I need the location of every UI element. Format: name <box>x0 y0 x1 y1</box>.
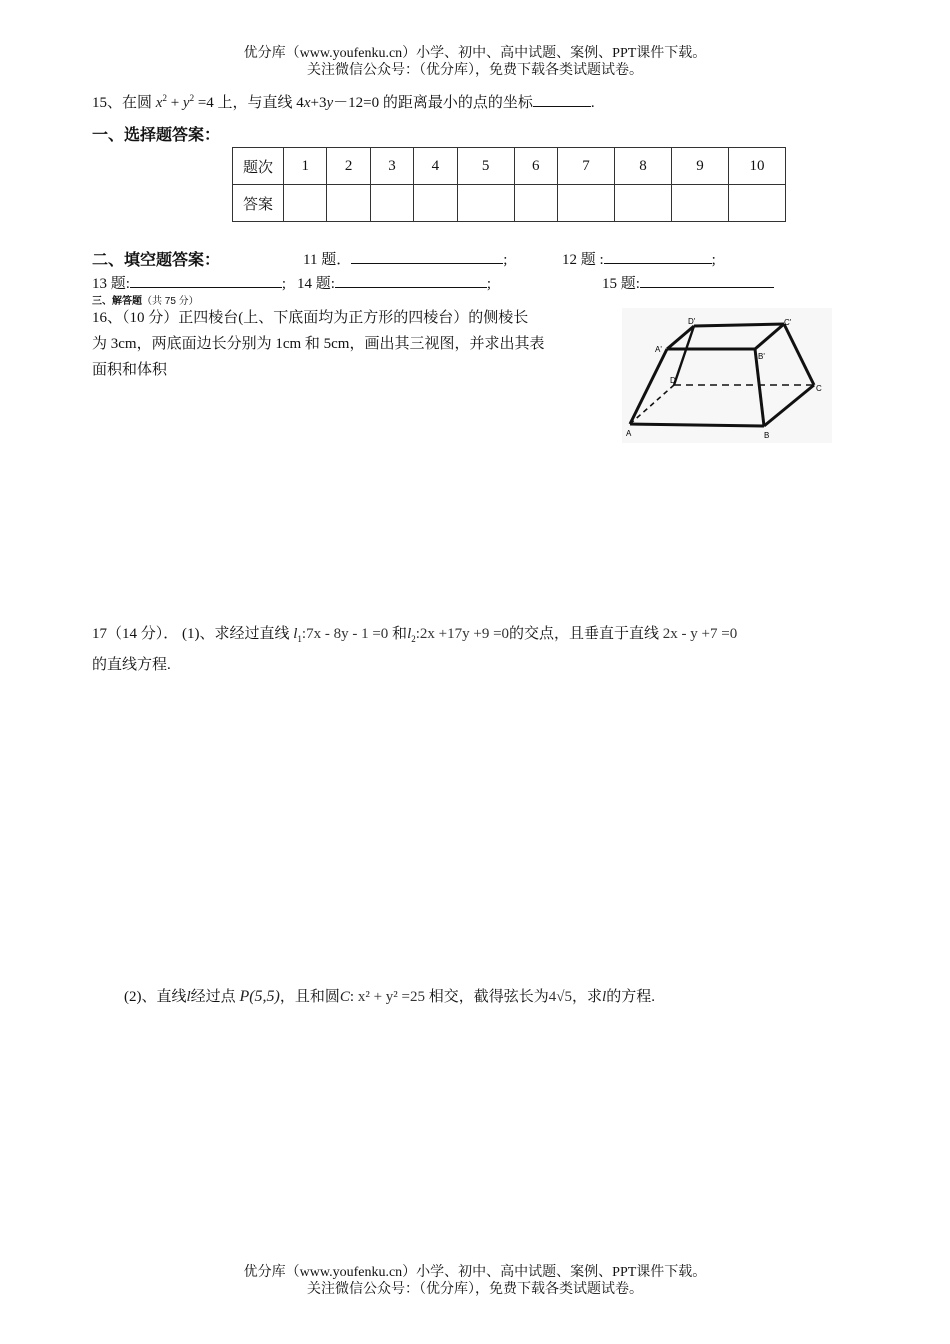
table-cell-number: 10 <box>729 148 786 185</box>
footer-line-2: 关注微信公众号：（优分库），免费下载各类试题试卷。 <box>307 1282 643 1297</box>
table-row-answers <box>233 185 786 222</box>
label-A: A <box>626 429 632 438</box>
fill-13-blank[interactable] <box>130 273 282 288</box>
label-D1: D' <box>688 317 696 326</box>
table-row-numbers <box>233 148 786 185</box>
label-C: C <box>816 384 822 393</box>
question-17-part-2: (2)、直线l经过点 P(5,5)，且和圆C: x² + y² =25 相交，截得弦长为4√5，求l的方程. <box>124 988 655 1005</box>
answer-cell[interactable] <box>558 185 615 222</box>
q15-answer-blank[interactable] <box>533 92 591 107</box>
table-cell-number: 2 <box>327 148 370 185</box>
fill-12: 12 题 : ; <box>562 248 716 269</box>
answer-cell[interactable] <box>672 185 729 222</box>
table-cell-number: 5 <box>457 148 514 185</box>
fill-11: 11 题． ; <box>303 248 507 269</box>
answer-cell[interactable] <box>457 185 514 222</box>
fill-14: 14 题: ; <box>297 272 491 293</box>
answer-table <box>232 147 786 222</box>
table-cell-number: 7 <box>558 148 615 185</box>
label-B: B <box>764 431 770 440</box>
frustum-diagram <box>622 308 832 443</box>
footer-line-1: 优分库（www.youfenku.cn）小学、初中、高中试题、案例、PPT课件下载。 <box>243 1265 707 1280</box>
question-17-part-1: 17（14 分）． (1)、求经过直线 $l_1:7x - 8y - 1 =0$ 和$l_2:2x +17y +9 =0$的交点，且垂直于直线 2x - y +7 =0 的直线方程. <box>92 626 738 673</box>
fill-12-blank[interactable] <box>604 249 712 264</box>
chord-length: 4√5 <box>548 989 572 1005</box>
answer-cell[interactable] <box>615 185 672 222</box>
row-label-answer: 答案 <box>233 185 284 222</box>
point-p: P(5,5) <box>239 988 280 1005</box>
table-cell-number: 1 <box>284 148 327 185</box>
answer-cell[interactable] <box>414 185 457 222</box>
fill-14-blank[interactable] <box>335 273 487 288</box>
table-cell-number: 8 <box>615 148 672 185</box>
section-2-title: 二、填空题答案： <box>92 252 221 269</box>
row-label-number: 题次 <box>233 148 284 185</box>
question-16: 16、（10 分）正四棱台(上、下底面均为正方形的四棱台）的侧棱长 为 3cm，两底面边长分别为 1cm 和 5cm，画出其三视图，并求出其表 面积和体积 <box>92 310 545 378</box>
q15-circle-equation: $x^2 + y^2 =4$ <box>155 93 214 111</box>
header-line-1: 优分库（www.youfenku.cn）小学、初中、高中试题、案例、PPT课件下载。 <box>243 46 707 61</box>
question-15: 15、在圆 $x^2 + y^2 =4$ 上，与直线 4x+3y－12=0 的距离最小的点的坐标 . <box>92 93 595 111</box>
section-3-title: 三、解答题（共 75 分） <box>92 296 199 307</box>
label-B1: B' <box>758 352 765 361</box>
answer-cell[interactable] <box>729 185 786 222</box>
table-cell-number: 3 <box>370 148 413 185</box>
table-cell-number: 4 <box>414 148 457 185</box>
q15-prefix: 15、在圆 <box>92 95 153 111</box>
label-A1: A' <box>655 345 662 354</box>
table-cell-number: 9 <box>672 148 729 185</box>
fill-11-blank[interactable] <box>351 249 503 264</box>
label-C1: C' <box>784 318 792 327</box>
answer-cell[interactable] <box>284 185 327 222</box>
label-D: D <box>670 376 676 385</box>
fill-15-blank[interactable] <box>640 273 774 288</box>
answer-cell[interactable] <box>327 185 370 222</box>
circle-equation: x² + y² =25 <box>357 989 425 1005</box>
section-1-title: 一、选择题答案： <box>92 127 221 144</box>
header-line-2: 关注微信公众号：（优分库），免费下载各类试题试卷。 <box>307 63 643 78</box>
answer-cell[interactable] <box>370 185 413 222</box>
line-l1-equation: $l_1:7x - 8y - 1 =0$ <box>293 626 389 644</box>
edge-AB <box>630 424 764 426</box>
line-l2-equation: $l_2:2x +17y +9 =0$ <box>407 626 510 644</box>
fill-13: 13 题: ; <box>92 272 286 293</box>
frustum-figure <box>622 308 832 443</box>
perpendicular-line-equation: 2x - y +7 =0 <box>662 626 738 642</box>
edge-D1C1 <box>694 324 784 326</box>
fill-15: 15 题: <box>602 272 774 293</box>
table-cell-number: 6 <box>514 148 557 185</box>
answer-cell[interactable] <box>514 185 557 222</box>
